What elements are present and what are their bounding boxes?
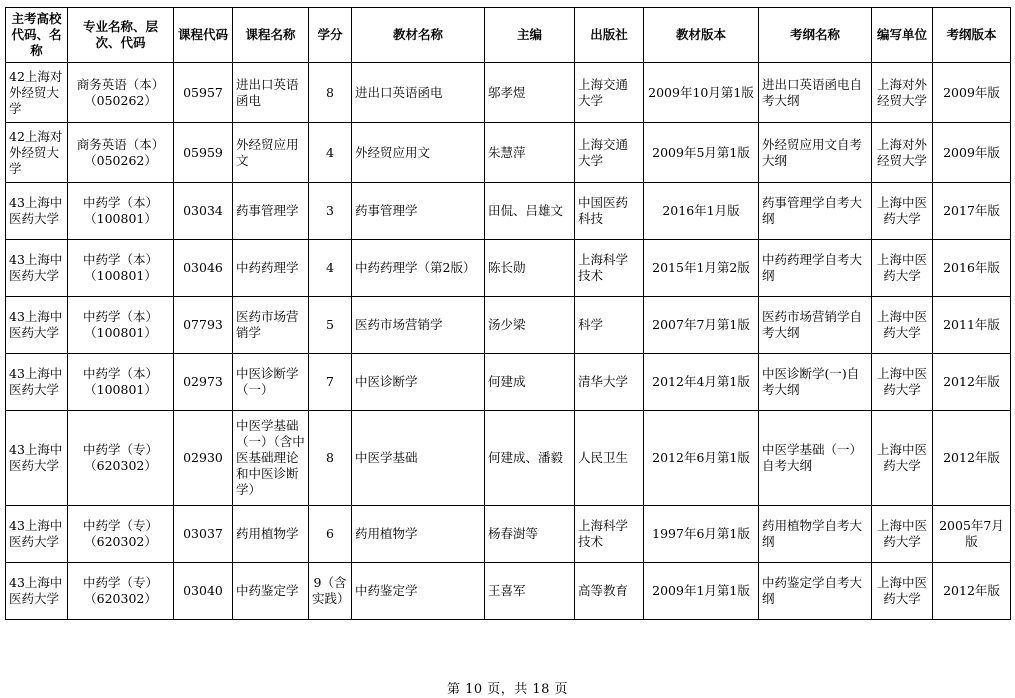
table-cell: 2012年版 — [933, 354, 1011, 411]
table-cell: 王喜军 — [485, 563, 575, 620]
table-cell: 科学 — [575, 297, 644, 354]
table-cell: 进出口英语函电 — [352, 63, 485, 123]
table-row — [6, 183, 1011, 240]
table-cell: 05957 — [174, 63, 233, 123]
table-cell: 外经贸应用文 — [352, 123, 485, 183]
table-cell: 3 — [309, 183, 352, 240]
table-cell: 医药市场营销学 — [352, 297, 485, 354]
table-cell: 2009年10月第1版 — [644, 63, 759, 123]
table-cell: 何建成、潘毅 — [485, 411, 575, 506]
table-cell: 02930 — [174, 411, 233, 506]
table-cell: 中药鉴定学 — [352, 563, 485, 620]
column-header: 课程代码 — [174, 8, 233, 63]
table-row — [6, 297, 1011, 354]
table-cell: 商务英语（本）（050262） — [68, 63, 174, 123]
table-cell: 43上海中医药大学 — [6, 297, 68, 354]
table-cell: 7 — [309, 354, 352, 411]
table-cell: 清华大学 — [575, 354, 644, 411]
table-cell: 2012年版 — [933, 563, 1011, 620]
table-cell: 朱慧萍 — [485, 123, 575, 183]
table-cell: 中药鉴定学 — [233, 563, 309, 620]
table-cell: 邬孝煜 — [485, 63, 575, 123]
table-cell: 42上海对外经贸大学 — [6, 63, 68, 123]
table-cell: 中药学（本）（100801） — [68, 297, 174, 354]
table-cell: 2015年1月第2版 — [644, 240, 759, 297]
table-cell: 中医学基础（一）（含中医基础理论和中医诊断学） — [233, 411, 309, 506]
table-cell: 43上海中医药大学 — [6, 411, 68, 506]
column-header: 考纲版本 — [933, 8, 1011, 63]
table-cell: 05959 — [174, 123, 233, 183]
table-cell: 4 — [309, 123, 352, 183]
table-cell: 人民卫生 — [575, 411, 644, 506]
table-cell: 6 — [309, 506, 352, 563]
table-cell: 2009年版 — [933, 63, 1011, 123]
table-cell: 中药学（专）（620302） — [68, 411, 174, 506]
header-row — [6, 8, 1011, 63]
table-cell: 2011年版 — [933, 297, 1011, 354]
table-row — [6, 411, 1011, 506]
table-row — [6, 354, 1011, 411]
table-cell: 中药鉴定学自考大纲 — [759, 563, 872, 620]
page-footer: 第 10 页，共 18 页 — [446, 682, 569, 697]
table-cell: 药用植物学 — [233, 506, 309, 563]
table-cell: 中药学（专）（620302） — [68, 563, 174, 620]
table-cell: 2016年版 — [933, 240, 1011, 297]
table-cell: 上海中医药大学 — [872, 411, 933, 506]
table-cell: 2012年4月第1版 — [644, 354, 759, 411]
table-row — [6, 563, 1011, 620]
table-cell: 外经贸应用文 — [233, 123, 309, 183]
column-header: 学分 — [309, 8, 352, 63]
table-cell: 何建成 — [485, 354, 575, 411]
table-cell: 中国医药科技 — [575, 183, 644, 240]
table-cell: 陈长勋 — [485, 240, 575, 297]
table-cell: 2012年6月第1版 — [644, 411, 759, 506]
table-cell: 中医诊断学(一)自考大纲 — [759, 354, 872, 411]
table-cell: 药用植物学自考大纲 — [759, 506, 872, 563]
table-cell: 药用植物学 — [352, 506, 485, 563]
table-cell: 上海科学技术 — [575, 240, 644, 297]
table-cell: 上海中医药大学 — [872, 563, 933, 620]
column-header: 考纲名称 — [759, 8, 872, 63]
table-cell: 2009年5月第1版 — [644, 123, 759, 183]
table-cell: 2007年7月第1版 — [644, 297, 759, 354]
table-cell: 03034 — [174, 183, 233, 240]
table-cell: 进出口英语函电自考大纲 — [759, 63, 872, 123]
table-cell: 中药药理学（第2版） — [352, 240, 485, 297]
table-body — [6, 63, 1011, 620]
table-cell: 进出口英语函电 — [233, 63, 309, 123]
table-cell: 中医学基础（一）自考大纲 — [759, 411, 872, 506]
table-cell: 田侃、吕雄文 — [485, 183, 575, 240]
table-cell: 外经贸应用文自考大纲 — [759, 123, 872, 183]
table-cell: 杨春澍等 — [485, 506, 575, 563]
column-header: 专业名称、层次、代码 — [68, 8, 174, 63]
table-cell: 药事管理学 — [352, 183, 485, 240]
table-cell: 上海中医药大学 — [872, 240, 933, 297]
table-cell: 上海交通大学 — [575, 63, 644, 123]
textbook-table — [5, 7, 1011, 620]
table-cell: 医药市场营销学 — [233, 297, 309, 354]
table-cell: 中药学（本）（100801） — [68, 183, 174, 240]
table-cell: 43上海中医药大学 — [6, 506, 68, 563]
table-cell: 药事管理学自考大纲 — [759, 183, 872, 240]
table-cell: 中医诊断学（一） — [233, 354, 309, 411]
table-cell: 上海科学技术 — [575, 506, 644, 563]
table-cell: 2016年1月版 — [644, 183, 759, 240]
table-cell: 02973 — [174, 354, 233, 411]
column-header: 主考高校代码、名称 — [6, 8, 68, 63]
table-cell: 07793 — [174, 297, 233, 354]
column-header: 编写单位 — [872, 8, 933, 63]
table-row — [6, 240, 1011, 297]
table-cell: 1997年6月第1版 — [644, 506, 759, 563]
column-header: 课程名称 — [233, 8, 309, 63]
column-header: 主编 — [485, 8, 575, 63]
table-row — [6, 506, 1011, 563]
table-cell: 中药学（本）（100801） — [68, 354, 174, 411]
table-row — [6, 123, 1011, 183]
table-cell: 4 — [309, 240, 352, 297]
table-cell: 03037 — [174, 506, 233, 563]
table-cell: 汤少梁 — [485, 297, 575, 354]
table-cell: 2017年版 — [933, 183, 1011, 240]
column-header: 教材名称 — [352, 8, 485, 63]
table-cell: 中药药理学自考大纲 — [759, 240, 872, 297]
table-cell: 42上海对外经贸大学 — [6, 123, 68, 183]
table-cell: 上海中医药大学 — [872, 506, 933, 563]
table-cell: 03040 — [174, 563, 233, 620]
table-cell: 高等教育 — [575, 563, 644, 620]
table-cell: 上海中医药大学 — [872, 354, 933, 411]
table-cell: 上海对外经贸大学 — [872, 63, 933, 123]
table-cell: 上海中医药大学 — [872, 183, 933, 240]
table-cell: 2009年1月第1版 — [644, 563, 759, 620]
table-cell: 2009年版 — [933, 123, 1011, 183]
table-cell: 5 — [309, 297, 352, 354]
table-cell: 8 — [309, 63, 352, 123]
table-cell: 药事管理学 — [233, 183, 309, 240]
table-cell: 2012年版 — [933, 411, 1011, 506]
table-cell: 上海中医药大学 — [872, 297, 933, 354]
table-row — [6, 63, 1011, 123]
table-cell: 中医诊断学 — [352, 354, 485, 411]
table-cell: 上海交通大学 — [575, 123, 644, 183]
table-cell: 中药学（本）（100801） — [68, 240, 174, 297]
table-cell: 商务英语（本）（050262） — [68, 123, 174, 183]
table-cell: 43上海中医药大学 — [6, 240, 68, 297]
table-cell: 中医学基础 — [352, 411, 485, 506]
table-cell: 43上海中医药大学 — [6, 183, 68, 240]
column-header: 出版社 — [575, 8, 644, 63]
column-header: 教材版本 — [644, 8, 759, 63]
table-cell: 上海对外经贸大学 — [872, 123, 933, 183]
table-cell: 中药学（专）（620302） — [68, 506, 174, 563]
table-cell: 医药市场营销学自考大纲 — [759, 297, 872, 354]
table-cell: 8 — [309, 411, 352, 506]
table-cell: 9（含实践） — [309, 563, 352, 620]
table-cell: 43上海中医药大学 — [6, 354, 68, 411]
table-cell: 中药药理学 — [233, 240, 309, 297]
table-cell: 43上海中医药大学 — [6, 563, 68, 620]
table-cell: 03046 — [174, 240, 233, 297]
table-cell: 2005年7月版 — [933, 506, 1011, 563]
